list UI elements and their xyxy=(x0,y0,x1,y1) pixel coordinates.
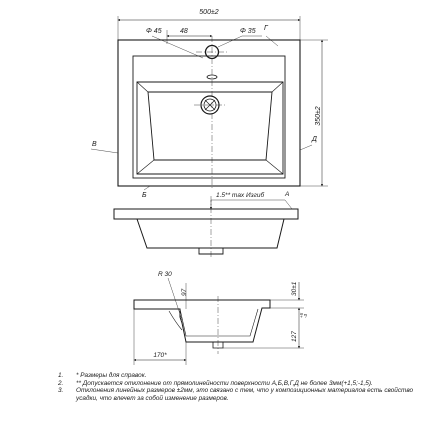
top-view-labels xyxy=(92,9,322,199)
note-number: 3. xyxy=(58,387,64,395)
edge-leader xyxy=(91,149,118,153)
edge-label-v: В xyxy=(92,141,97,148)
edge-leader xyxy=(300,145,312,150)
depth-dimension: 350±2 xyxy=(315,106,322,126)
front-bowl xyxy=(137,219,284,248)
edge-leader xyxy=(285,200,292,209)
edge-label-a: А xyxy=(285,191,290,198)
bowl-edge xyxy=(272,82,283,92)
dim-127-tol-up: +5 xyxy=(299,312,304,318)
edge-label-b: Б xyxy=(142,192,147,199)
dim-127-tol-down: -3 xyxy=(303,313,308,318)
bowl-edge xyxy=(137,82,148,92)
notes xyxy=(58,372,420,402)
note-number: 2. xyxy=(58,379,64,387)
dim-97: 97 xyxy=(181,288,188,296)
note-text: Отклонения линейных размеров ±2мм, это связано с тем, что у композиционных материалов есть свойство усадки, что влечет за собой изменение размеров. xyxy=(76,387,414,402)
basin-outline xyxy=(118,40,300,186)
dim-127: 127 xyxy=(291,331,298,342)
leader-line xyxy=(218,36,242,47)
dim-30: 30±1 xyxy=(291,281,298,296)
bend-note: 1.5** max Изгиб xyxy=(216,192,265,199)
bowl-inner xyxy=(148,92,272,160)
top-view xyxy=(91,16,328,190)
width-dimension: 500±2 xyxy=(199,9,219,16)
front-view-labels xyxy=(216,191,289,199)
side-view-labels xyxy=(153,271,308,359)
edge-leader xyxy=(266,36,278,46)
front-view xyxy=(114,196,298,258)
edge-label-g: Г xyxy=(264,25,268,32)
side-inner xyxy=(180,309,258,336)
edge-leader xyxy=(144,186,150,190)
hole-dia-right: Φ 35 xyxy=(240,28,256,35)
leader-line xyxy=(152,36,203,58)
note-item xyxy=(58,372,420,380)
hole-offset: 48 xyxy=(180,28,188,35)
note-number: 1. xyxy=(58,372,64,379)
bowl-edge xyxy=(266,160,283,174)
leader-line xyxy=(168,278,182,320)
front-top-slab xyxy=(114,209,298,219)
note-text: ** Допускается отклонение от прямолинейности поверхности А,Б,В,Г,Д не более 3мм(+1,5;-1,5). xyxy=(76,379,373,387)
hole-dia-left: Φ 45 xyxy=(146,28,162,35)
note-item xyxy=(58,387,420,402)
edge-label-d: Д xyxy=(312,136,317,143)
bowl-edge xyxy=(137,160,154,174)
dim-170: 170* xyxy=(153,352,167,359)
radius-label: R 30 xyxy=(158,271,172,278)
note-text: * Размеры для справок. xyxy=(76,372,147,379)
